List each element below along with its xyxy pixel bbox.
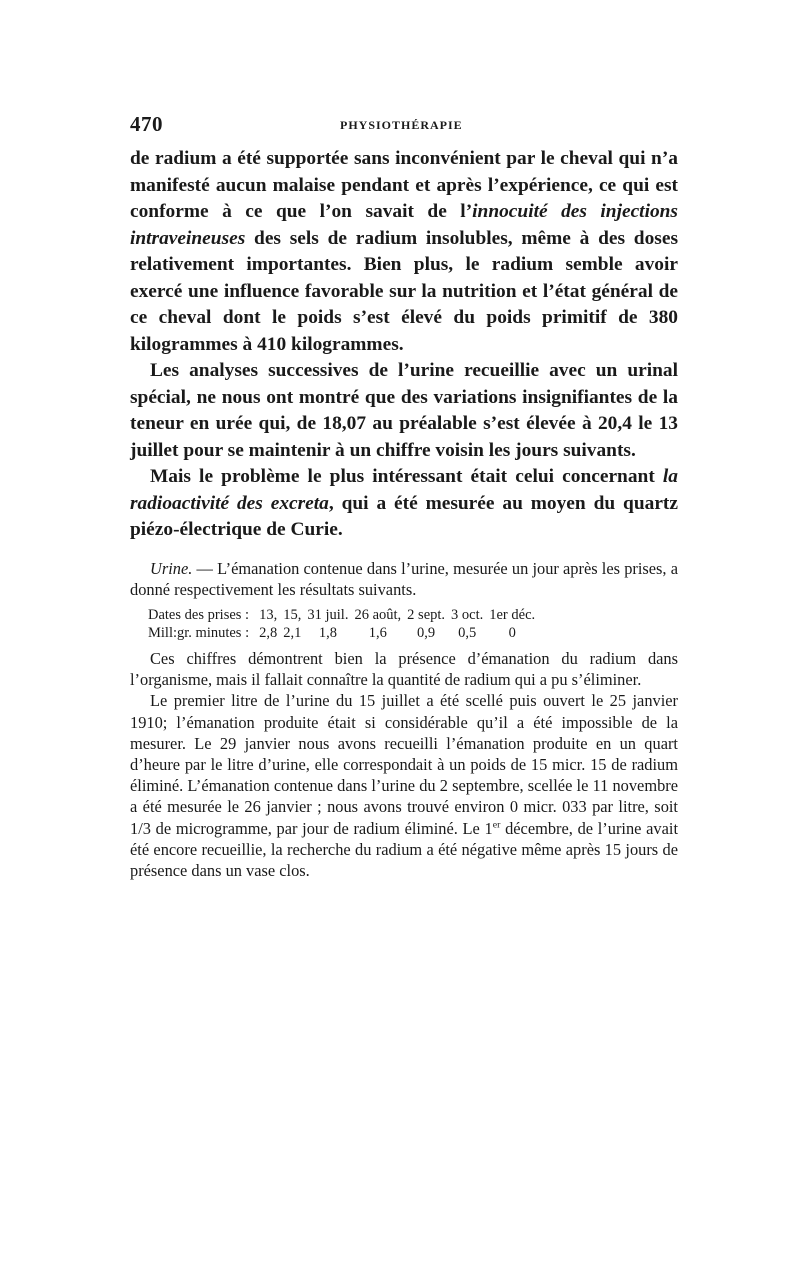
table-cell: 2,8 [259,624,278,641]
page-number: 470 [130,112,163,136]
table-cell: 1,8 [318,624,337,641]
table-cell: 1er déc. [489,606,536,623]
table-cell: 0,9 [417,624,436,641]
paragraph-5: Ces chiffres démontrent bien la présence d’émanation du radium dans l’organisme, mais il fallait connaître la quantité de radium qui a pu s’éliminer. [130,648,678,690]
paragraph-3-emphasis: la radioactivité des excreta [130,466,678,514]
running-title: PHYSIOTHÉRAPIE [340,118,463,132]
table-row-values [148,624,541,642]
paragraph-2: Les analyses successives de l’urine recueillie avec un urinal spécial, ne nous ont montré que des variations insignifiantes de la teneur en urée qui, de 18,07 au préalable s’est élevée à 20,4 le 13 juillet pour se maintenir à un chiffre voisin les jours suivants. [130,360,678,461]
paragraph-1-text-a: de radium a été supportée sans inconvénient par le cheval qui n’a manifesté aucun malaise pendant et après l’expérience, ce qui est conforme à ce que l’on savait de l’ [130,148,678,222]
book-page [130,112,678,881]
table-cell: 3 oct. [451,606,484,623]
table-cell: 1,6 [368,624,387,641]
table-cell: 15, [283,606,302,623]
paragraph-6-text-b: décembre, de l’urine avait été encore recueillie, la recherche du radium a été négative même après 15 jours de présence dans un vase clos. [130,818,678,880]
paragraph-urine [130,558,678,600]
paragraph-3-text-b: , qui a été mesurée au moyen du quartz piézo-électrique de Curie. [130,492,678,540]
running-head [130,112,678,146]
paragraph-1-text-b: des sels de radium insolubles, même à des doses relativement importantes. Bien plus, le radium semble avoir exercé une influence favorable sur la nutrition et l’état général de ce cheval dont le poids s’est élevé du poids primitif de 380 kilogrammes à 410 kilogrammes. [130,227,678,355]
table-row-dates [148,606,541,624]
paragraph-3 [130,464,678,544]
paragraph-1 [130,146,678,358]
table-cell: 26 août, [354,606,402,623]
urine-heading: Urine. [150,558,193,578]
table-cell: 2 sept. [407,606,446,623]
paragraph-urine-text: — L’émanation contenue dans l’urine, mesurée un jour après les prises, a donné respectivement les résultats suivants. [130,558,678,599]
paragraph-6 [130,690,678,881]
paragraph-6-superscript: er [492,819,501,831]
table-cell: 31 juil. [307,606,349,623]
results-table [148,606,541,642]
paragraph-6-text-a: Le premier litre de l’urine du 15 juillet a été scellé puis ouvert le 25 janvier 1910; l’émanation produite était si considérable qu’il a été impossible de la mesurer. Le 29 janvier nous avons recueilli l’émanation produite en un quart d’heure par le litre d’urine, elle correspondait à un poids de 15 micr. 15 de radium éliminé. L’émanation contenue dans l’urine du 2 septembre, scellée le 11 novembre a été mesurée le 26 janvier ; nous avons trouvé environ 0 micr. 033 par litre, soit 1/3 de microgramme, par jour de radium éliminé. Le 1 [130,691,678,838]
paragraph-3-text-a: Mais le problème le plus intéressant était celui concernant [150,466,663,487]
table-row-label: Dates des prises : [148,606,250,623]
table-cell: 13, [259,606,278,623]
table-cell: 2,1 [283,624,302,641]
paragraph-1-emphasis: innocuité des injections intraveineuses [130,201,678,249]
table-cell: 0,5 [458,624,477,641]
spacer [130,544,678,558]
table-cell: 0 [508,624,516,641]
table-row-label: Mill:gr. minutes : [148,624,250,641]
